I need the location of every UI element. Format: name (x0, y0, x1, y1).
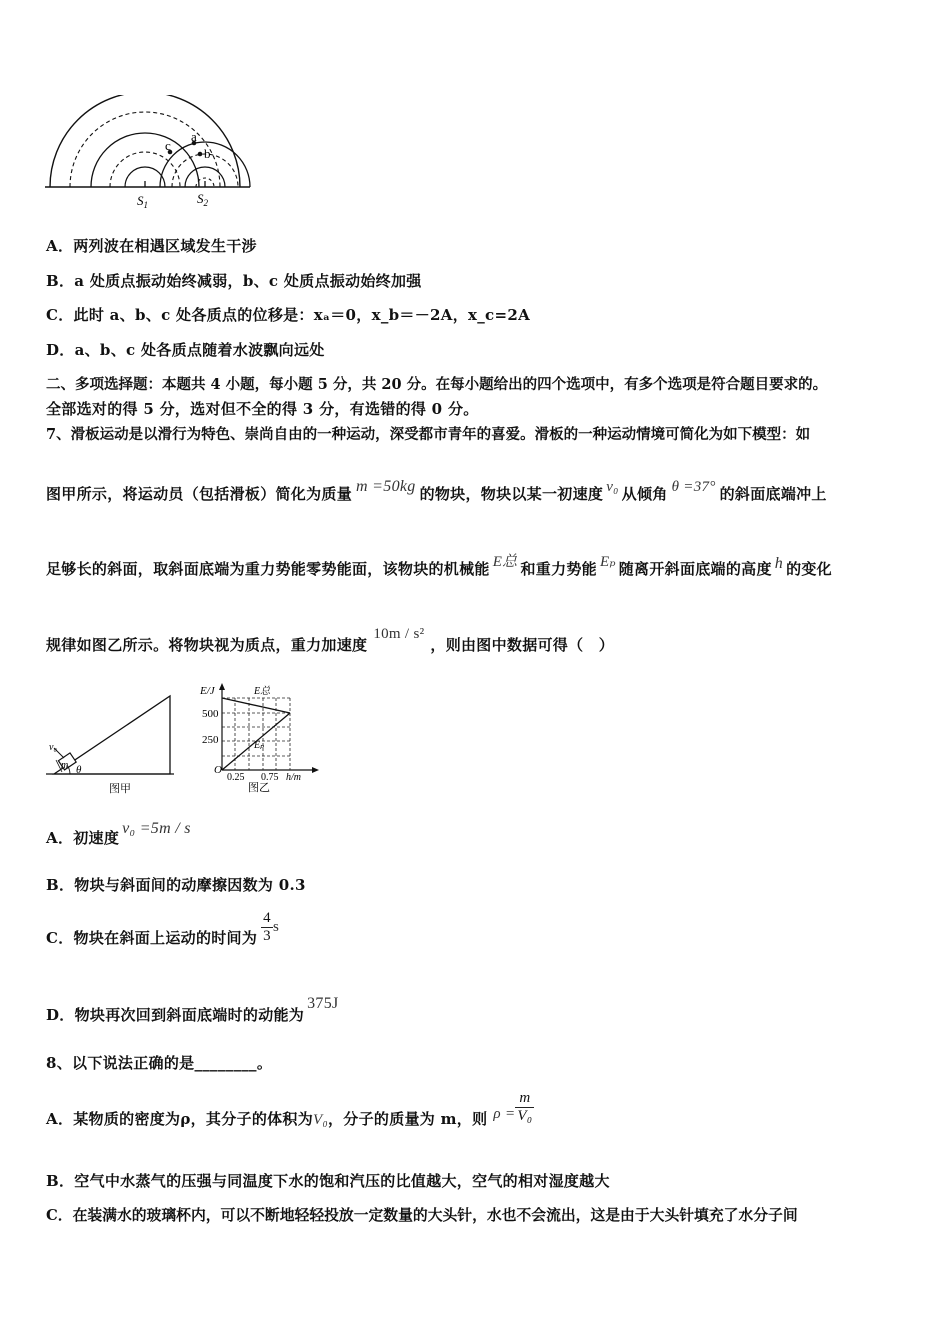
svg-text:E总: E总 (254, 686, 271, 697)
svg-text:0.75: 0.75 (261, 772, 279, 783)
v0-value: v₀ =5m / s (122, 820, 191, 837)
gravity-formula: 10m / s² (373, 626, 425, 642)
label-s1: $S_1$ (137, 193, 148, 210)
label-s2: $S_2$ (197, 191, 208, 208)
q7-option-c[interactable]: C．物块在斜面上运动的时间为 $\frac{4}{3}$ s (46, 910, 280, 947)
v0-symbol: v₀ (606, 479, 619, 495)
figure-left-caption: 图甲 (109, 783, 131, 795)
energy-height-chart (198, 680, 323, 795)
q7-option-d[interactable]: D．物块再次回到斜面底端时的动能为375J (46, 995, 339, 1024)
svg-text:250: 250 (202, 734, 219, 746)
point-b (198, 152, 203, 157)
theta-formula: θ =37° (671, 479, 716, 495)
q7-option-a[interactable]: A．初速度v₀ =5m / s (46, 820, 191, 847)
ep-symbol: Eₚ (599, 554, 616, 570)
svg-text:θ: θ (76, 764, 82, 776)
incline-figure (46, 690, 181, 798)
mass-formula: m =50kg (356, 478, 416, 495)
svg-text:m: m (61, 760, 69, 771)
svg-text:E/J: E/J (200, 685, 215, 697)
label-c: c (165, 138, 171, 153)
q6-option-a[interactable]: A．两列波在相遇区域发生干涉 (46, 237, 257, 255)
q8-option-c[interactable]: C．在装满水的玻璃杯内，可以不断地轻轻投放一定数量的大头针，水也不会流出，这是由于大头针填充了水分子间 (46, 1207, 798, 1224)
svg-text:h/m: h/m (286, 772, 301, 783)
q6-option-b[interactable]: B．a 处质点振动始终减弱，b、c 处质点振动始终加强 (46, 272, 422, 290)
e-total-symbol: E总 (492, 554, 518, 570)
svg-text:500: 500 (202, 708, 219, 720)
label-a: a (191, 129, 197, 144)
svg-text:Eₚ: Eₚ (254, 740, 265, 751)
kinetic-energy-value: 375J (307, 995, 339, 1012)
time-fraction: $\frac{4}{3}$ (263, 910, 271, 944)
q7-option-b[interactable]: B．物块与斜面间的动摩擦因数为 0.3 (46, 876, 306, 894)
e-total-line (222, 698, 290, 713)
q6-option-d[interactable]: D．a、b、c 处各质点随着水波飘向远处 (46, 341, 325, 359)
q6-option-c[interactable]: C．此时 a、b、c 处各质点的位移是：xₐ＝0，x_b＝－2A，x_c=2A (46, 306, 531, 324)
q7-stem-line1: 7、滑板运动是以滑行为特色、崇尚自由的一种运动，深受都市青年的喜爱。滑板的一种运动情境可简化为如下模型：如 (46, 426, 811, 443)
q8-option-a[interactable]: A．某物质的密度为ρ，其分子的体积为V₀，分子的质量为 m，则 ρ = $\frac{m}{\text{V₀}}$ (46, 1090, 533, 1128)
figure-right-caption: 图乙 (248, 782, 270, 794)
q8-stem: 8、以下说法正确的是________。 (46, 1054, 273, 1072)
section2-heading-line2: 全部选对的得 5 分，选对但不全的得 3 分，有选错的得 0 分。 (46, 400, 479, 418)
q7-stem-line4: 规律如图乙所示。将物块视为质点，重力加速度10m / s²，则由图中数据可得（ ） (46, 626, 614, 654)
density-fraction: $\frac{m}{\text{V₀}}$ (517, 1090, 533, 1124)
svg-text:v₀: v₀ (49, 742, 57, 753)
svg-text:O: O (214, 764, 222, 776)
label-b: b (204, 146, 211, 161)
q7-stem-line2: 图甲所示，将运动员（包括滑板）简化为质量 m =50kg 的物块，物块以某一初速度 v₀ 从倾角 θ =37° 的斜面底端冲上 (46, 478, 827, 503)
q7-stem-line3: 足够长的斜面，取斜面底端为重力势能零势能面，该物块的机械能 E总 和重力势能 Eₚ 随离开斜面底端的高度 h 的变化 (46, 554, 832, 578)
section2-heading-line1: 二、多项选择题：本题共 4 小题，每小题 5 分，共 20 分。在每小题给出的四个选项中，有多个选项是符合题目要求的。 (46, 376, 828, 393)
svg-text:0.25: 0.25 (227, 772, 245, 783)
q8-option-b[interactable]: B．空气中水蒸气的压强与同温度下水的饱和汽压的比值越大，空气的相对湿度越大 (46, 1172, 610, 1190)
wave-interference-figure (40, 95, 255, 215)
h-symbol: h (774, 555, 784, 572)
